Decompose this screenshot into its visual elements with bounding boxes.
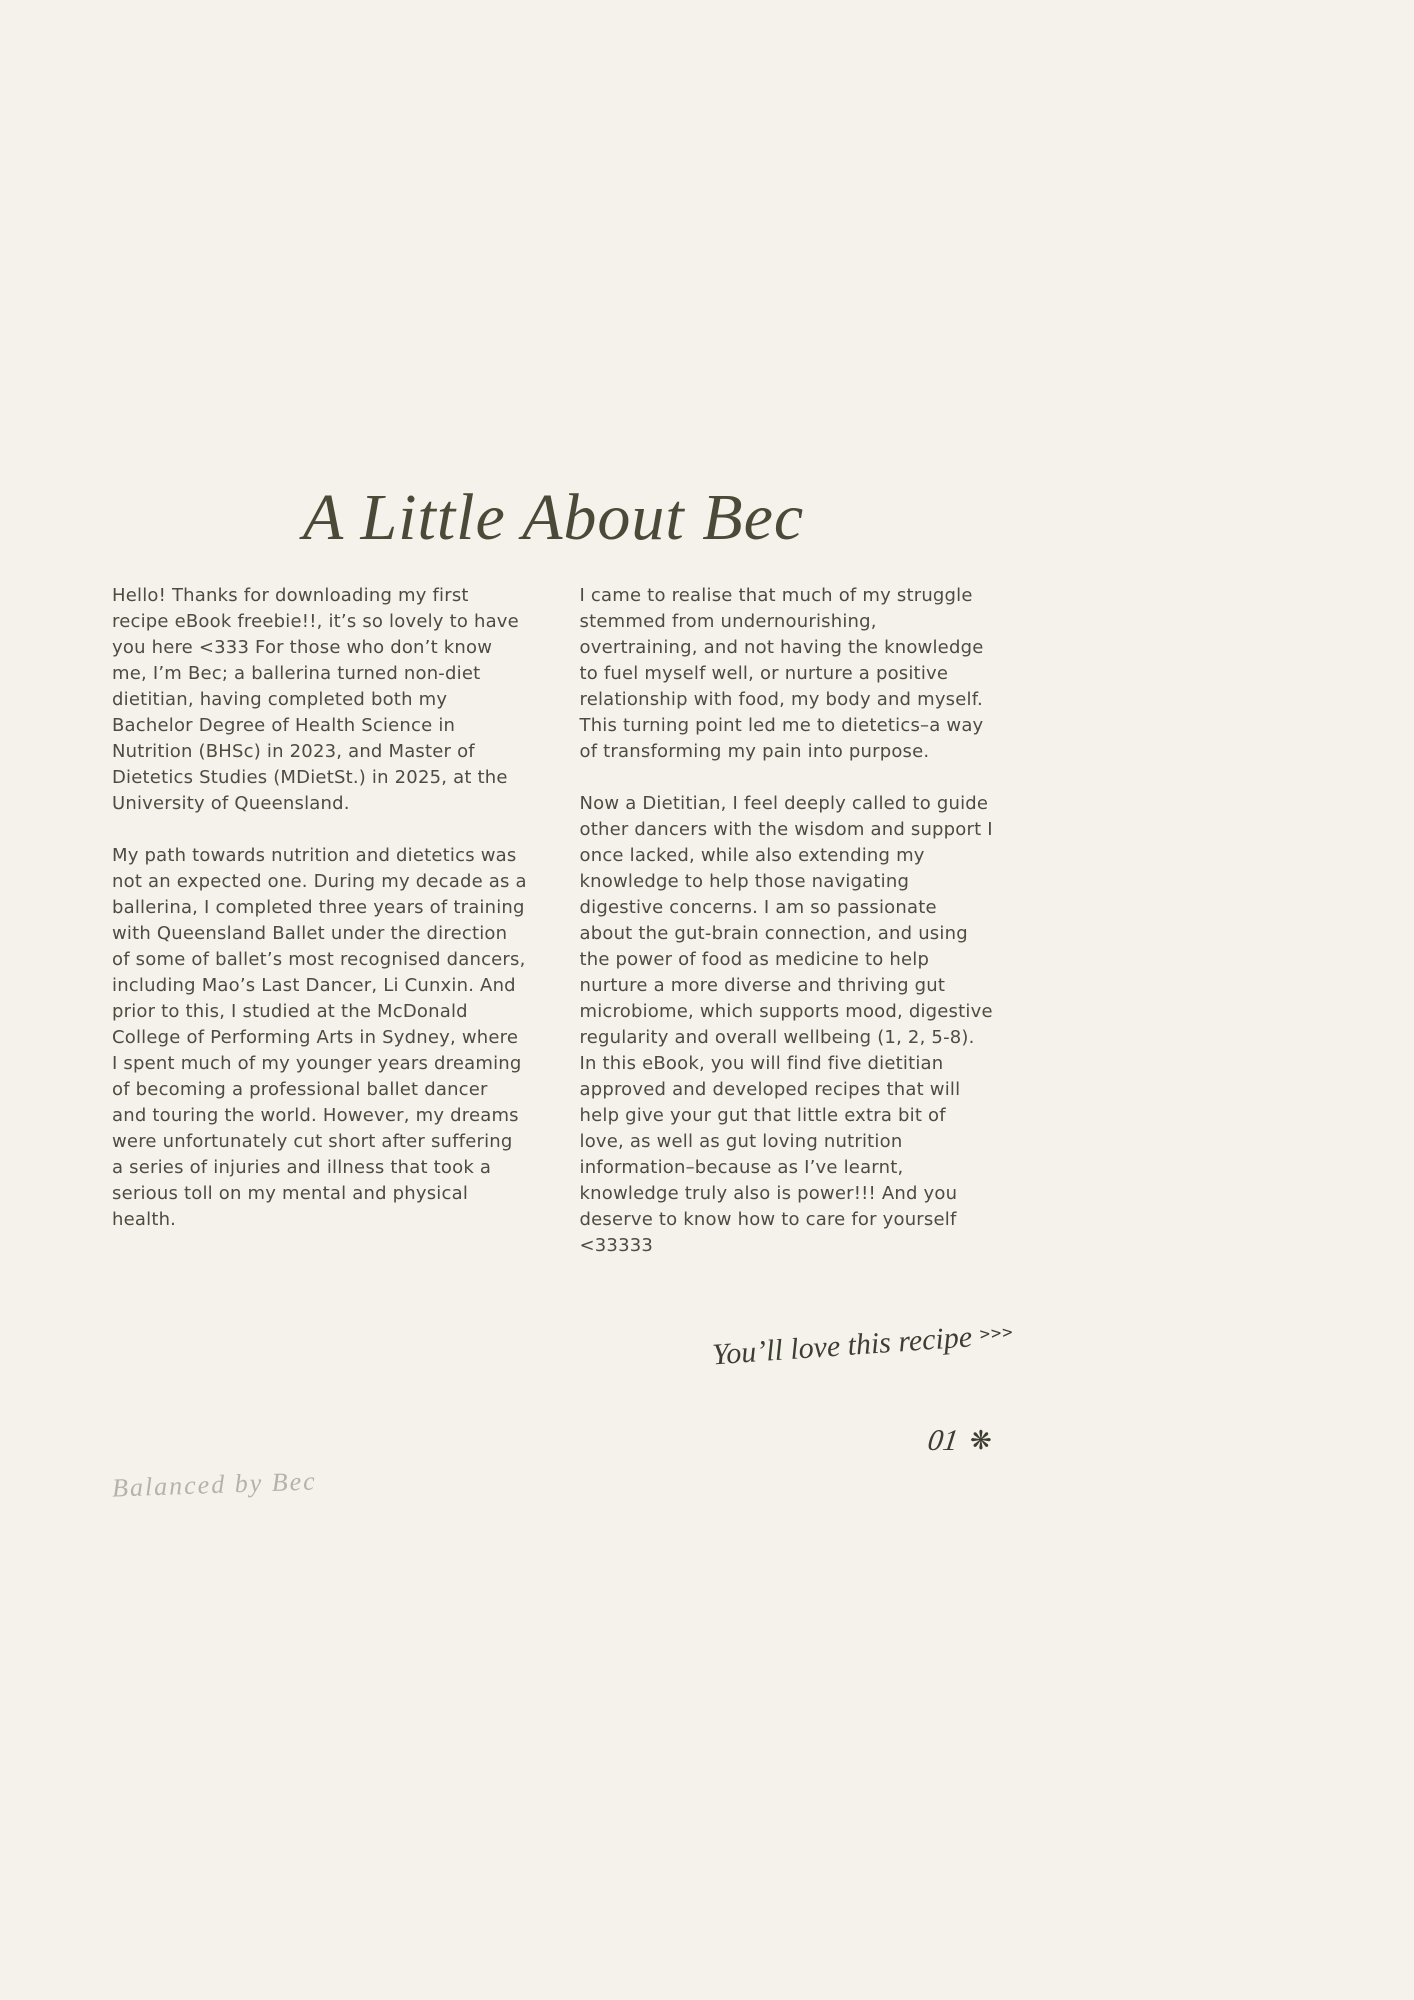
brand-signature: Balanced by Bec [111,1466,318,1503]
page-title: A Little About Bec [302,481,805,555]
handwritten-note [711,1318,1013,1373]
page-number: 01 [925,1424,961,1457]
flower-icon: ❋ [970,1426,992,1456]
left-column-paragraph-2: My path towards nutrition and dietetics was not an expected one. During my decade as a ballerina, I completed three years of training with Queensland Ballet under the direction of some of ballet’s most recognised dancers, including Mao’s Last Dancer, Li Cunxin. And prior to this, I studied at the McDonald College of Performing Arts in Sydney, where I spent much of my younger years dreaming of becoming a professional ballet dancer and touring the world. However, my dreams were unfortunately cut short after suffering a series of injuries and illness that took a serious toll on my mental and physical health. [112,845,527,1230]
right-column [580,583,996,1285]
page-number-group [925,1424,992,1458]
note-arrows: >>> [979,1322,1015,1345]
left-column [112,583,528,1285]
body-columns [112,583,995,1285]
handwritten-note-text: You’ll love this recipe [711,1320,974,1372]
left-column-paragraph-1: Hello! Thanks for downloading my first recipe eBook freebie!!, it’s so lovely to have you here <333 For those who don’t know me, I’m Bec; a ballerina turned non-diet dietitian, having completed both my Bachelor Degree of Health Science in Nutrition (BHSc) in 2023, and Master of Dietetics Studies (MDietSt.) in 2025, at the University of Queensland. [112,585,519,814]
right-column-paragraph-2: Now a Dietitian, I feel deeply called to guide other dancers with the wisdom and support I once lacked, while also extending my knowledge to help those navigating digestive concerns. I am so passionate about the gut-brain connection, and using the power of food as medicine to help nurture a more diverse and thriving gut microbiome, which supports mood, digestive regularity and overall wellbeing (1, 2, 5-8). In this eBook, you will find five dietitian approved and developed recipes that will help give your gut that little extra bit of love, as well as gut loving nutrition information–because as I’ve learnt, knowledge truly also is power!!! And you deserve to know how to care for yourself <33333 [579,793,993,1256]
right-column-paragraph-1: I came to realise that much of my struggle stemmed from undernourishing, overtraining, and not having the knowledge to fuel myself well, or nurture a positive relationship with food, my body and myself. This turning point led me to dietetics–a way of transforming my pain into purpose. [579,585,984,762]
